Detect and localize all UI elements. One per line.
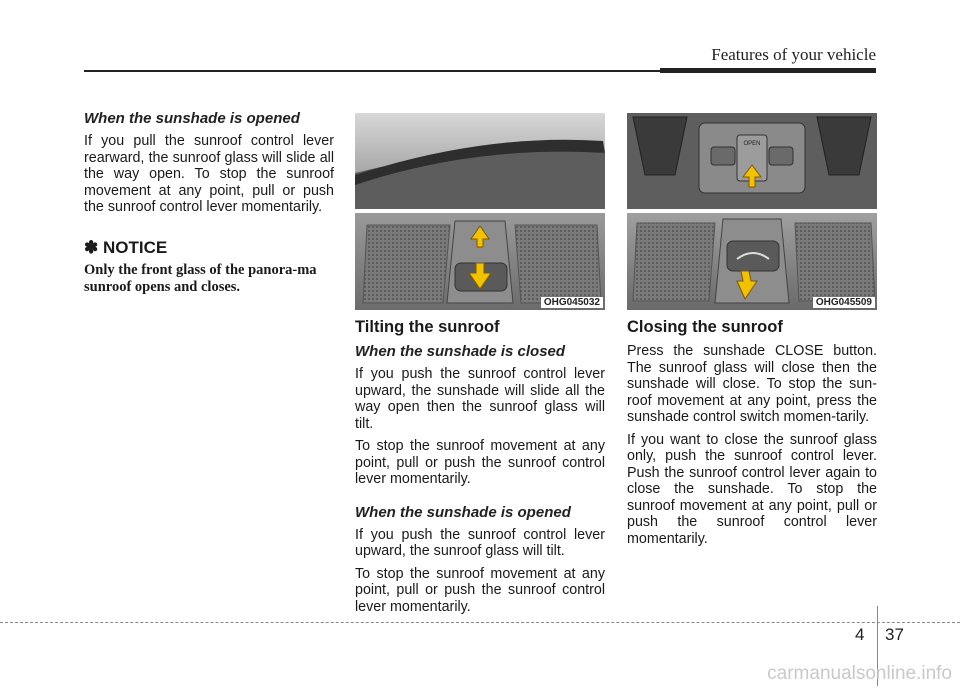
footer-rule [0, 622, 960, 623]
figure-code: OHG045032 [541, 297, 603, 308]
column-right [627, 113, 877, 553]
close-illustration [627, 113, 877, 310]
paragraph-close-2: If you want to close the sunroof glass only, push the sunroof control lever. Push the sunroof control lever again to close the sunshade. To stop the sunroof movement at any point, pull or push the sunroof control lever momentarily. [627, 431, 877, 547]
notice-body: Only the front glass of the panora-ma sunroof opens and closes. [84, 261, 317, 295]
column-middle [355, 113, 605, 621]
paragraph-tilt-opened-1: If you push the sunroof control lever upward, the sunroof glass will tilt. [355, 526, 605, 559]
paragraph-tilt-opened-2: To stop the sunroof movement at any point, pull or push the sunroof control lever momentarily. [355, 565, 605, 615]
page-number: 37 [885, 625, 904, 644]
section-title-tilting: Tilting the sunroof [355, 318, 500, 336]
chapter-number: 4 [855, 625, 865, 644]
header-rule-accent [660, 68, 876, 73]
figure-close-sunroof [627, 113, 877, 310]
paragraph-tilt-closed-2: To stop the sunroof movement at any point, pull or push the sunroof control lever momentarily. [355, 438, 605, 487]
running-header: Features of your vehicle [711, 45, 876, 64]
notice-title: ✽ NOTICE [84, 237, 168, 257]
section-title-closing: Closing the sunroof [627, 318, 783, 336]
paragraph-close-1: Press the sunshade CLOSE button. The sunroof glass will close then the sunshade will close. To stop the sun-roof movement at any point, press the sunshade control switch momen-tarily. [627, 343, 877, 425]
figure-tilt-sunroof [355, 113, 605, 310]
column-left [84, 110, 334, 296]
subheading-sunshade-opened: When the sunshade is opened [84, 110, 300, 127]
watermark: carmanualsonline.info [767, 663, 952, 684]
tilt-illustration [355, 113, 605, 310]
paragraph-tilt-closed-1: If you push the sunroof control lever upward, the sunshade will slide all the way open then the sunroof glass will tilt. [355, 366, 605, 432]
subheading-sunshade-closed: When the sunshade is closed [355, 343, 566, 360]
open-button-text: OPEN [743, 141, 761, 147]
subheading-sunshade-opened-2: When the sunshade is opened [355, 503, 571, 521]
figure-code: OHG045509 [813, 297, 875, 308]
paragraph-slide-open: If you pull the sunroof control lever rearward, the sunroof glass will slide all the way open. To stop the sunroof movement at any point, pull or push the sunroof control lever momentarily. [84, 133, 334, 215]
